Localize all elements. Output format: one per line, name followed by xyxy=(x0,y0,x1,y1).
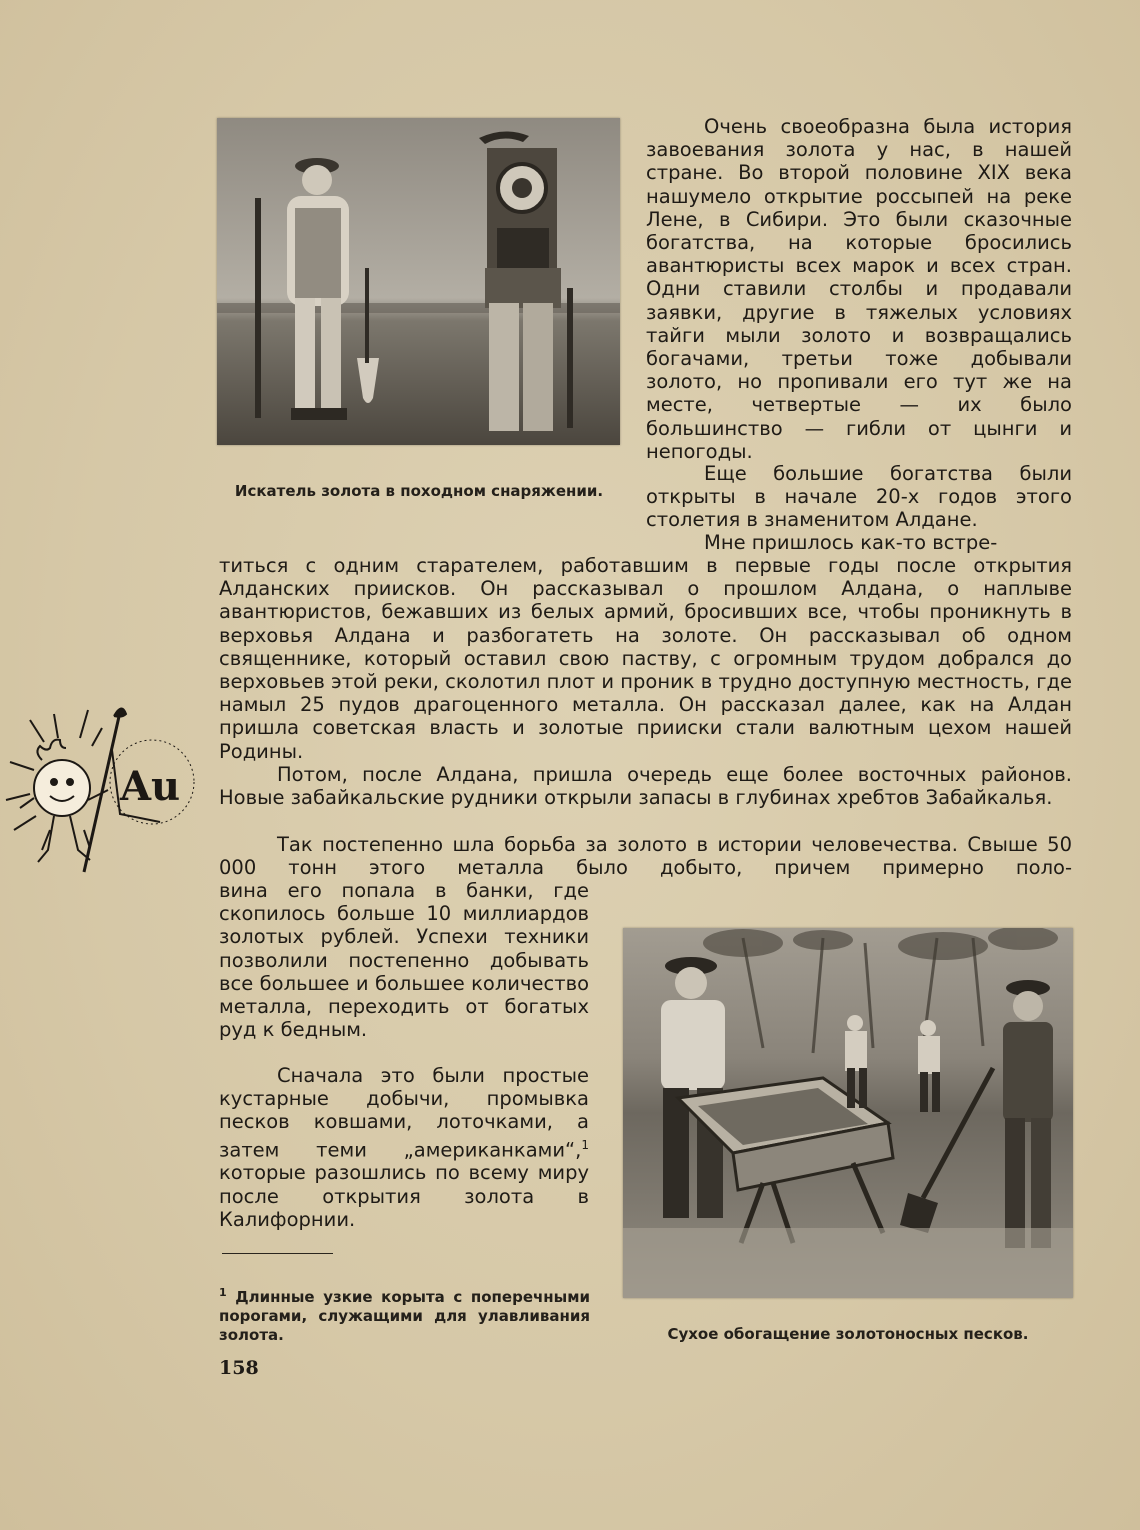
footnote-rule xyxy=(222,1253,333,1254)
sand-washing-photo xyxy=(623,928,1073,1298)
footnote-text: Длинные узкие корыта с поперечными порогами, служащими для улавливания золота. xyxy=(219,1288,590,1344)
paragraph-3-start: Мне пришлось как-то встре- xyxy=(704,531,998,554)
paragraph-3: титься с одним старателем, работавшим в первые годы после открытия Алданских приисков. Он рассказывал о прошлом Алдана, о наплыве авантюристов, бежавших из белых армий, бросивших все, чтобы проникнуть в верховья Алдана и разбогатеть на золоте. Он рассказывал об одном священнике, который оставил свою паству, с огромным трудом добрался до верховьев этой реки, сколотил плот и проник в трудно доступную местность, где намыл 25 пудов драгоценного металла. Он рассказал далее, как на Алдан пришла советская власть и золотые прииски стали валютным цехом нашей Родины. xyxy=(219,554,1072,763)
paragraph-4: Потом, после Алдана, пришла очередь еще более восточных районов. Новые забайкальские рудники открыли запасы в глубинах хребтов Забайкалья. xyxy=(219,763,1072,810)
page-number: 158 xyxy=(219,1357,259,1379)
footnote xyxy=(219,1283,590,1345)
prospectors-photo-icon xyxy=(217,118,620,445)
footnote-mark: 1 xyxy=(219,1286,227,1299)
sand-washing-photo-icon xyxy=(623,928,1073,1298)
paragraph-2: Еще большие богатства были открыты в начале 20-х годов этого столетия в знаменитом Алдане. xyxy=(646,462,1072,532)
footnote-reference[interactable]: 1 xyxy=(581,1137,589,1152)
gold-mascot xyxy=(2,700,197,885)
gold-mascot-icon xyxy=(2,700,197,885)
paragraph-1: Очень своеобразна была история завоевания золота у нас, в нашей стране. Во второй половине XIX века нашумело открытие россыпей на реке Лене, в Сибири. Это были сказочные богатства, на которые бросились авантюристы всех марок и всех стран. Одни ставили столбы и продавали заявки, другие в тяжелых условиях тайги мыли золото и возвращались богачами, третьи тоже добывали золото, но пропивали его тут же на месте, четвертые — их было большинство — гибли от цынги и непогоды. xyxy=(646,115,1072,463)
paragraph-6-text: Сначала это были простые кустарные добычи, промывка песков ковшами, лоточками, а затем теми „американками“, xyxy=(219,1064,589,1162)
prospectors-caption: Искатель золота в походном снаряжении. xyxy=(234,482,604,500)
prospectors-photo xyxy=(217,118,620,445)
paragraph-5: Так постепенно шла борьба за золото в истории человечества. Свыше 50 000 тонн этого металла было добыто, причем примерно поло- xyxy=(219,833,1072,880)
paragraph-6-end: которые разошлись по всему миру после открытия золота в Калифорнии. xyxy=(219,1161,589,1231)
paragraph-6 xyxy=(219,1064,589,1231)
au-label: Au xyxy=(120,763,181,810)
paragraph-5-continued: вина его попала в банки, где скопилось больше 10 миллиардов золотых рублей. Успехи техники позволили постепенно добывать все большее и большее количество металла, переходить от богатых руд к бедным. xyxy=(219,879,589,1042)
sand-washing-caption: Сухое обогащение золотоносных песков. xyxy=(667,1325,1029,1343)
